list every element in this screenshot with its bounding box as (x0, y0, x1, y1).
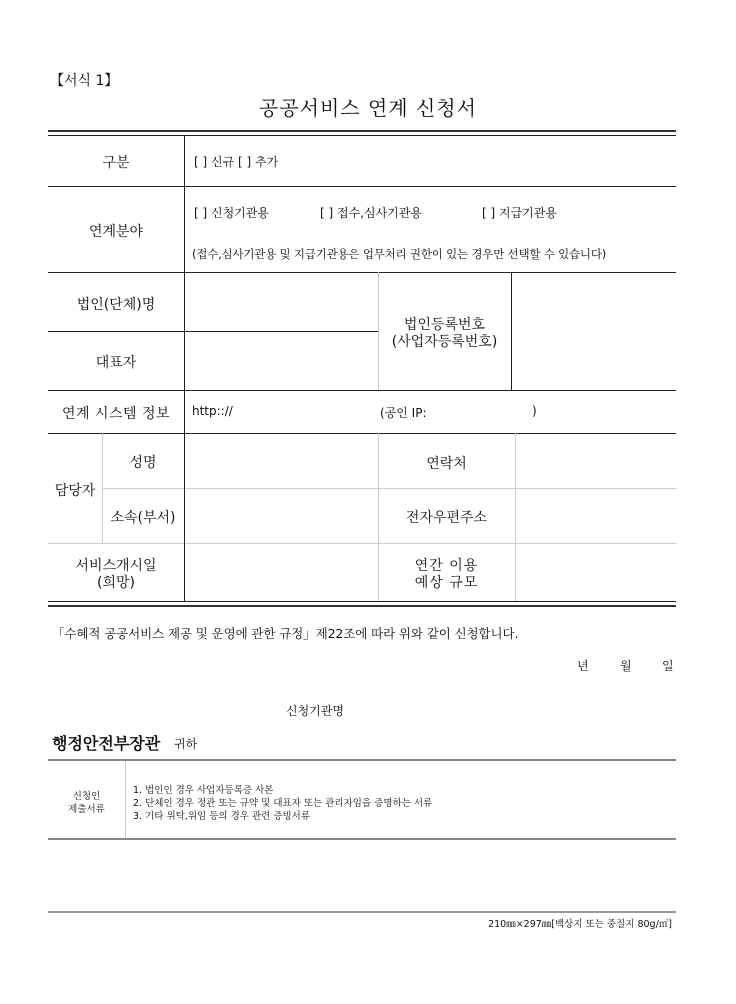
contact-person-label: 담당자 (54, 483, 96, 499)
link-option-reviewer[interactable]: [ ] 접수,심사기관용 (320, 206, 422, 220)
representative-input[interactable] (186, 333, 376, 388)
corp-reg-input[interactable] (513, 274, 675, 388)
table-top-rule (48, 130, 676, 132)
date-day: 일 (662, 659, 674, 673)
documents-label-line1: 신청인 (72, 791, 101, 802)
documents-item: 2. 단체인 경우 정관 또는 규약 및 대표자 또는 관리자임을 증명하는 서류 (133, 798, 433, 809)
link-field-label: 연계분야 (88, 224, 144, 240)
link-option-applicant[interactable]: [ ] 신청기관용 (194, 206, 269, 220)
contact-dept-input[interactable] (186, 490, 376, 542)
corp-name-label: 법인(단체)명 (76, 297, 156, 313)
link-option-payer[interactable]: [ ] 지급기관용 (482, 206, 557, 220)
declaration-text: 「수혜적 공공서비스 제공 및 운영에 관한 규정」제22조에 따라 위와 같이 신청합니다. (52, 626, 519, 641)
documents-item: 1. 법인인 경우 사업자등록증 사본 (133, 785, 274, 796)
category-options[interactable]: [ ] 신규 [ ] 추가 (194, 155, 279, 169)
date-month: 월 (620, 659, 632, 673)
recipient-name: 행정안전부장관 (52, 734, 161, 753)
documents-top-rule (48, 759, 676, 761)
documents-bottom-rule (48, 838, 676, 840)
applicant-org-label: 신청기관명 (286, 704, 344, 718)
system-ip-prefix[interactable]: (공인 IP: (380, 406, 427, 420)
category-label: 구분 (102, 155, 130, 171)
contact-email-label: 전자우편주소 (405, 510, 488, 526)
contact-name-input[interactable] (186, 435, 376, 487)
annual-usage-label-line2: 예상 규모 (414, 575, 479, 591)
contact-email-input[interactable] (517, 490, 675, 542)
contact-phone-input[interactable] (517, 435, 675, 487)
annual-usage-input[interactable] (517, 545, 675, 600)
contact-dept-label: 소속(부서) (110, 510, 176, 526)
annual-usage-label-line1: 연간 이용 (414, 558, 479, 574)
table-top-rule-inner (48, 135, 676, 136)
system-info-label: 연계 시스템 정보 (61, 406, 171, 422)
documents-item: 3. 기타 위탁,위임 등의 경우 관련 증빙서류 (133, 811, 311, 822)
start-date-label-line1: 서비스개시일 (75, 558, 157, 574)
page-title: 공공서비스 연계 신청서 (259, 96, 477, 120)
contact-phone-label: 연락처 (426, 456, 467, 472)
start-date-label-line2: (희망) (97, 575, 135, 591)
table-bottom-rule (48, 601, 676, 602)
corp-name-input[interactable] (186, 274, 376, 329)
system-url[interactable]: http::// (192, 404, 233, 418)
link-field-note: (접수,심사기관용 및 지급기관용은 업무처리 권한이 있는 경우만 선택할 수 있습니다) (192, 247, 607, 261)
date-year: 년 (577, 659, 589, 673)
recipient-suffix: 귀하 (174, 737, 198, 751)
system-ip-suffix: ) (532, 404, 537, 418)
corp-reg-label-line1: 법인등록번호 (403, 317, 486, 333)
form-number: 【서식 1】 (50, 73, 119, 89)
contact-name-label: 성명 (129, 455, 157, 471)
footer-rule (48, 911, 676, 913)
corp-reg-label-line2: (사업자등록번호) (391, 334, 498, 350)
documents-label-line2: 제출서류 (68, 804, 105, 815)
start-date-input[interactable] (186, 545, 376, 600)
paper-spec: 210㎜×297㎜[백상지 또는 중질지 80g/㎡] (488, 919, 672, 930)
representative-label: 대표자 (95, 355, 137, 371)
